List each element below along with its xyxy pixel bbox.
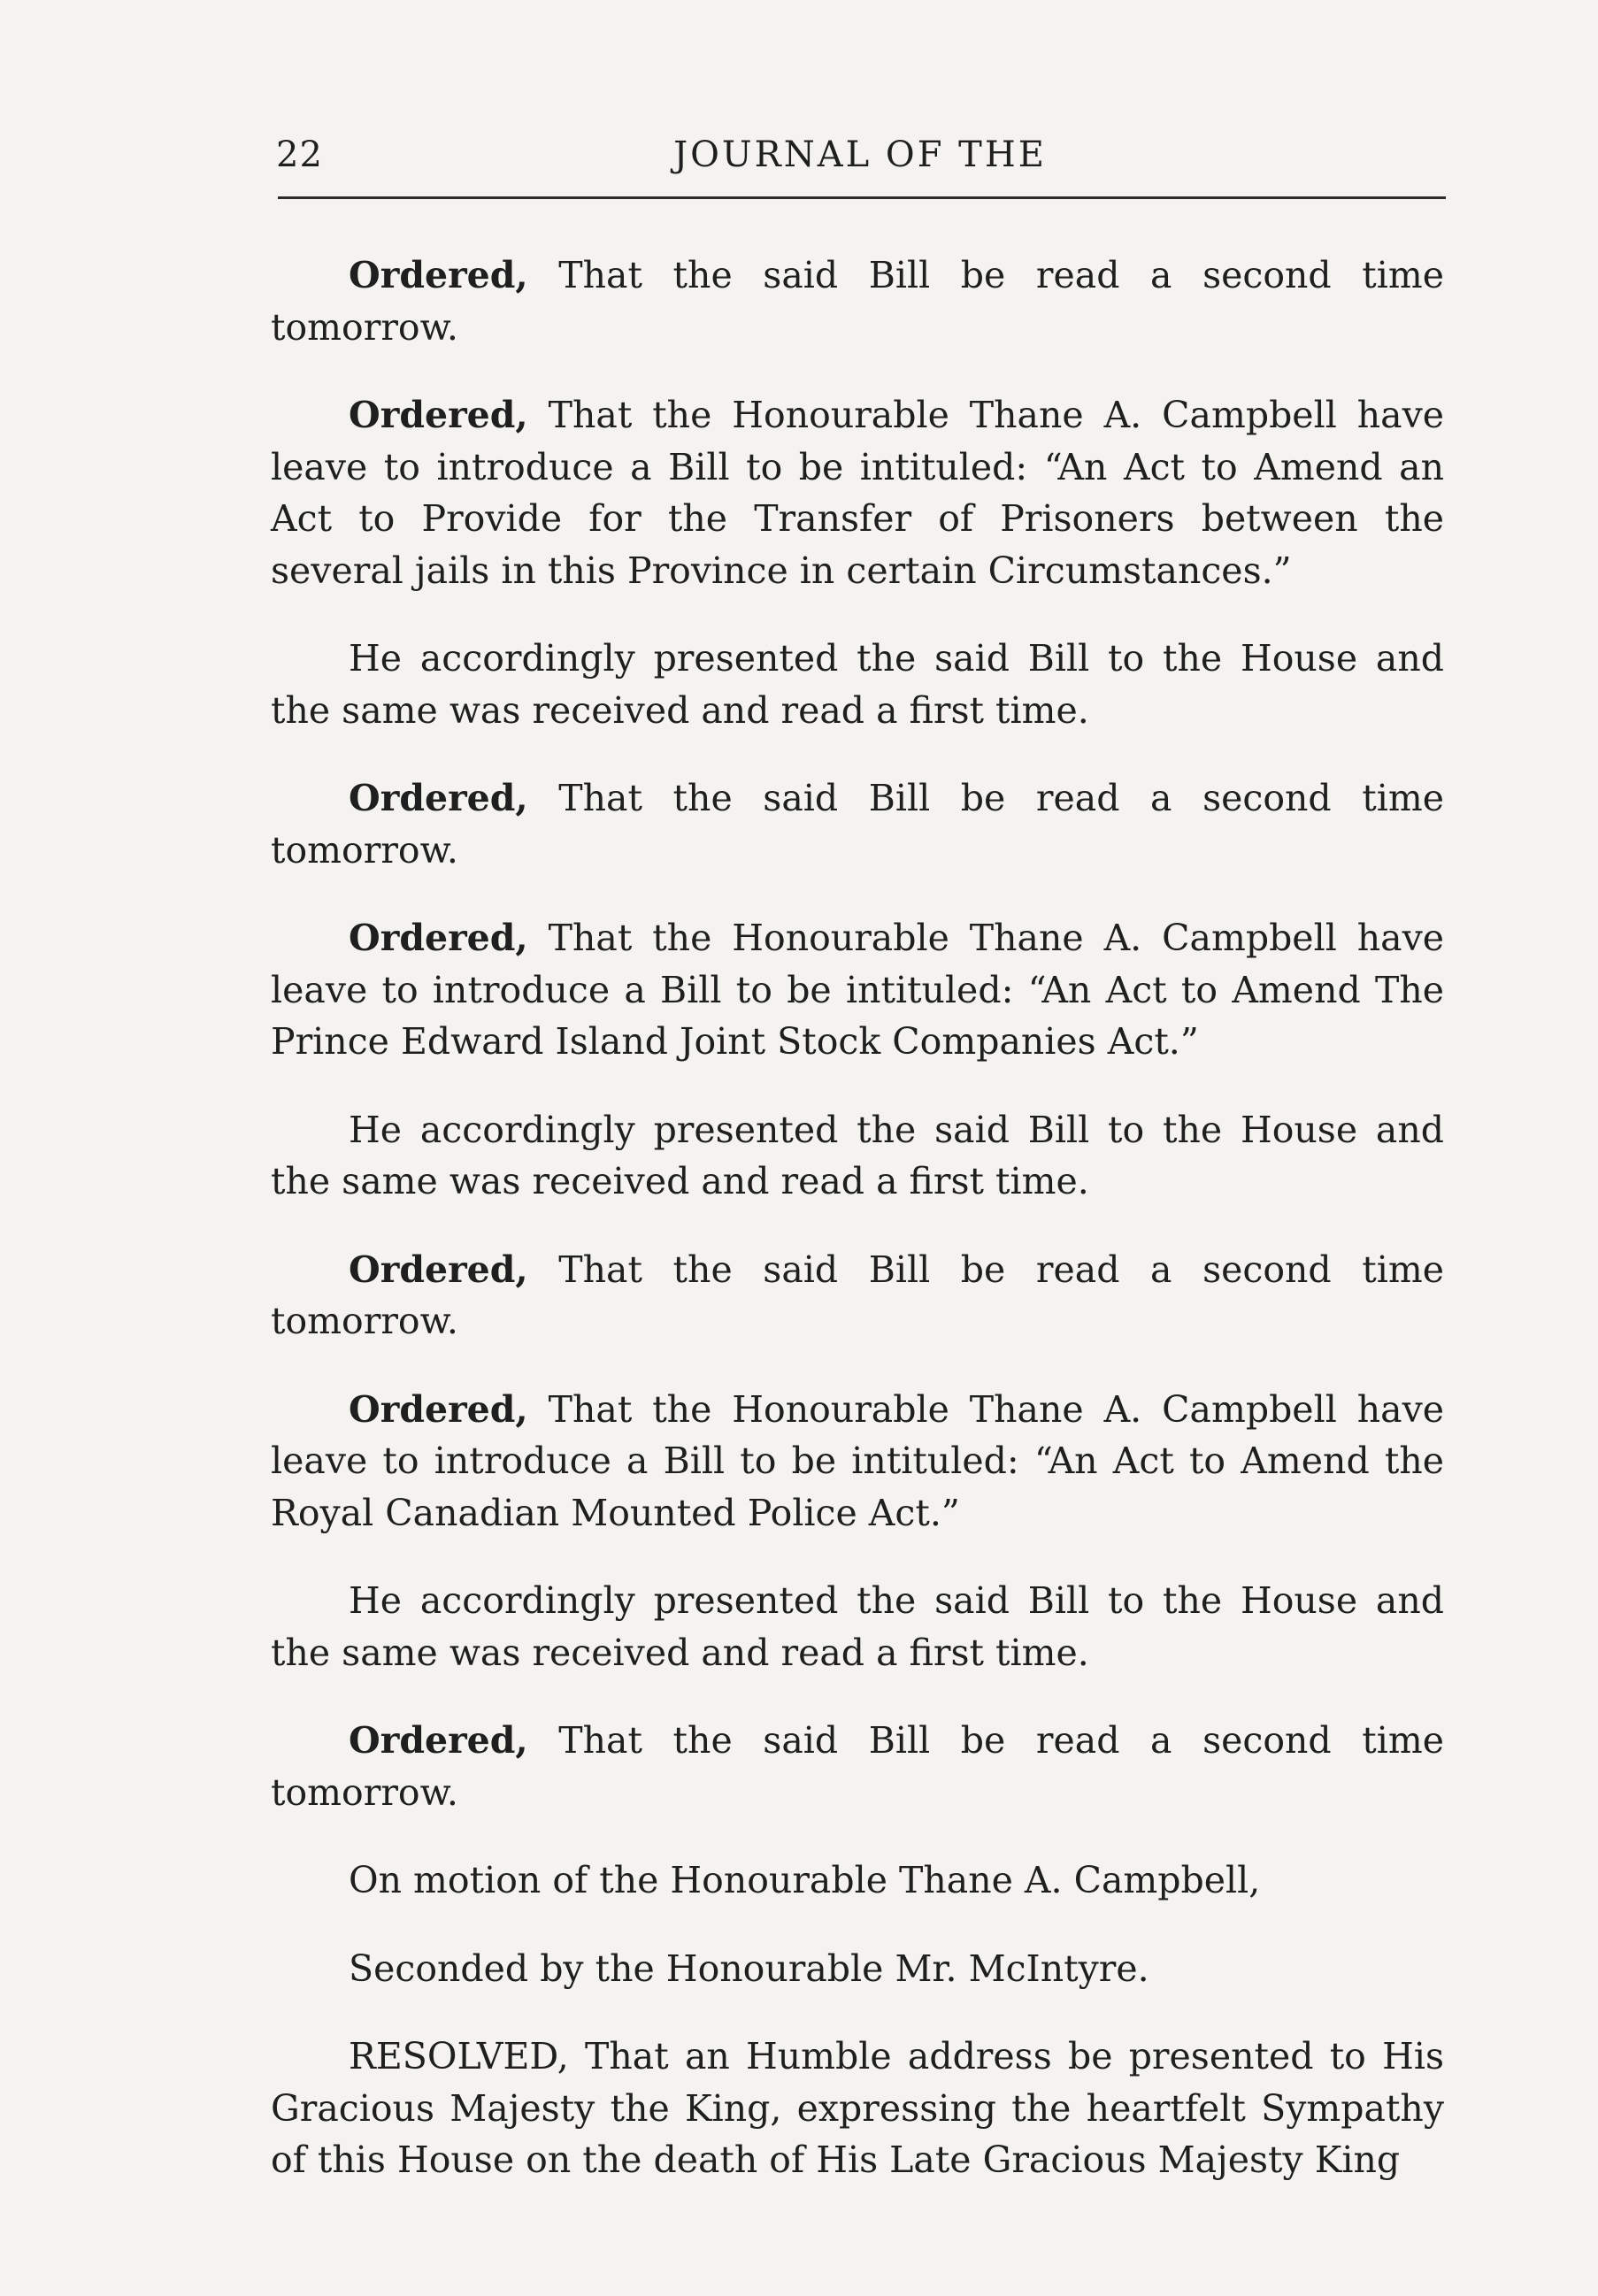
paragraph-text: That the said Bill be read a second time tomorrow. xyxy=(271,777,1444,872)
paragraph-text: That the said Bill be read a second time tomorrow. xyxy=(271,1248,1444,1342)
ordered-label: Ordered, xyxy=(349,917,528,959)
paragraph-resolved xyxy=(271,2031,1444,2186)
paragraph-ordered-second-reading xyxy=(271,1715,1444,1818)
paragraph-ordered-leave-bill xyxy=(271,1384,1444,1540)
journal-body xyxy=(271,250,1444,2223)
paragraph-seconded xyxy=(271,1943,1444,1995)
paragraph-presented-bill xyxy=(271,1104,1444,1208)
paragraph-presented-bill xyxy=(271,633,1444,736)
paragraph-text: That the Honourable Thane A. Campbell have leave to introduce a Bill to be intituled: “An Act to Amend an Act to Provide for the Transfer of Prisoners between the several jails in this Province in certain Circumstances.” xyxy=(271,394,1444,592)
paragraph-text: He accordingly presented the said Bill to the House and the same was received and read a first time. xyxy=(271,1579,1444,1674)
paragraph-text: That the said Bill be read a second time tomorrow. xyxy=(271,1719,1444,1814)
paragraph-text: That the Honourable Thane A. Campbell have leave to introduce a Bill to be intituled: “An Act to Amend The Prince Edward Island Joint Stock Companies Act.” xyxy=(271,917,1444,1063)
paragraph-text: RESOLVED, That an Humble address be presented to His Gracious Majesty the King, expressing the heartfelt Sympathy of this House on the death of His Late Gracious Majesty King xyxy=(271,2035,1444,2181)
paragraph-ordered-leave-bill xyxy=(271,912,1444,1068)
ordered-label: Ordered, xyxy=(349,1248,528,1291)
paragraph-text: That the said Bill be read a second time tomorrow. xyxy=(271,254,1444,349)
ordered-label: Ordered, xyxy=(349,394,528,436)
paragraph-text: That the Honourable Thane A. Campbell have leave to introduce a Bill to be intituled: “An Act to Amend the Royal Canadian Mounted Police Act.” xyxy=(271,1387,1444,1534)
running-head: JOURNAL OF THE xyxy=(673,134,1047,175)
paragraph-text: On motion of the Honourable Thane A. Campbell, xyxy=(349,1859,1261,1901)
paragraph-text: He accordingly presented the said Bill to the House and the same was received and read a first time. xyxy=(271,1108,1444,1202)
paragraph-ordered-second-reading xyxy=(271,772,1444,876)
paragraph-text: Seconded by the Honourable Mr. McIntyre. xyxy=(349,1947,1149,1990)
paragraph-ordered-second-reading xyxy=(271,1244,1444,1348)
page-number: 22 xyxy=(276,134,323,175)
paragraph-presented-bill xyxy=(271,1575,1444,1678)
ordered-label: Ordered, xyxy=(349,777,528,819)
ordered-label: Ordered, xyxy=(349,254,528,296)
ordered-label: Ordered, xyxy=(349,1719,528,1762)
ordered-label: Ordered, xyxy=(349,1387,528,1431)
paragraph-text: He accordingly presented the said Bill to the House and the same was received and read a first time. xyxy=(271,637,1444,732)
paragraph-ordered-leave-bill xyxy=(271,389,1444,596)
header-rule xyxy=(278,196,1446,199)
page-header xyxy=(276,134,1444,196)
paragraph-ordered-second-reading xyxy=(271,250,1444,353)
paragraph-motion xyxy=(271,1854,1444,1907)
